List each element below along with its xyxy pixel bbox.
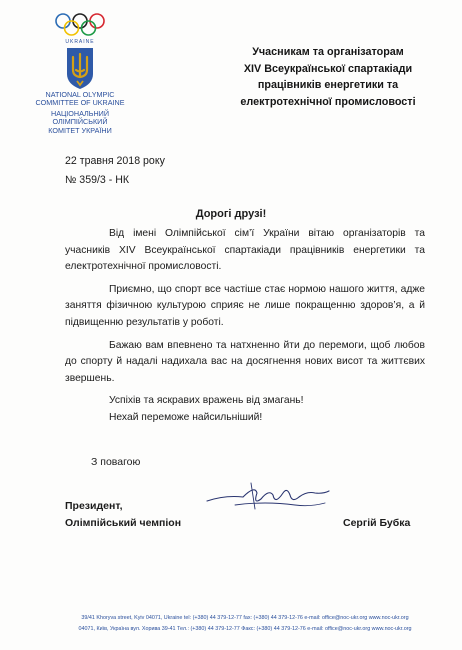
addressee-line: працівників енергетики та: [257, 79, 399, 92]
body-paragraph: Бажаю вам впевнено та натхненно йти до перемоги, щоб любов до спорту й надалі надихала вас на досягнення нових висот та життєвих звершень.: [65, 339, 425, 384]
addressee-line: Учасникам та організаторам: [252, 46, 404, 58]
salutation: Дорогі друзі!: [195, 208, 267, 220]
org-name-ukrainian: [30, 110, 130, 135]
country-word: UKRAINE: [65, 39, 95, 45]
addressee-block: [212, 44, 444, 110]
org-en-line1: NATIONAL OLYMPIC: [45, 90, 115, 99]
body-paragraph: Приємно, що спорт все частіше стає нормою нашого життя, адже заняття фізичною культурою сприяє не лише покращенню здоров’я, а й підвищенню результатів у роботі.: [65, 283, 425, 328]
body-paragraph: Нехай переможе найсильніший!: [109, 411, 263, 423]
addressee-line: XIV Всеукраїнської спартакіади: [243, 62, 413, 75]
org-name-english: [30, 91, 130, 108]
body-paragraph: Успіхів та яскравих вражень від змагань!: [109, 395, 304, 407]
addressee-line: електротехнічної промисловості: [240, 95, 416, 108]
signer-name: Сергій Бубка: [343, 517, 411, 529]
footer-contact-english: 39/41 Khoryva street, Kyiv 04071, Ukraine tel: (+380) 44 379-12-77 fax: (+380) 44 379-12-76 e-mail: office@noc-ukr.org www.noc-ukr.org: [81, 615, 409, 621]
signer-title: Президент,: [65, 500, 123, 512]
closing-phrase: З повагою: [91, 456, 141, 468]
org-en-line2: COMMITTEE OF UKRAINE: [35, 98, 125, 108]
org-ua-line2: КОМІТЕТ УКРАЇНИ: [48, 125, 112, 135]
footer-contact-ukrainian: 04071, Київ, Україна вул. Хорива 39-41 Тел.: (+380) 44 379-12-77 Факс: (+380) 44 379-12-76 e-mail: office@noc-ukr.org www.noc-ukr.org: [78, 626, 412, 632]
olympic-rings-icon: [53, 12, 107, 38]
document-number: № 359/3 - НК: [65, 174, 130, 186]
trident-emblem-icon: [64, 46, 96, 90]
handwritten-signature-icon: [195, 475, 335, 515]
letter-date: 22 травня 2018 року: [65, 155, 165, 167]
signer-distinction: Олімпійський чемпіон: [65, 517, 182, 529]
body-paragraph: Від імені Олімпійської сім’ї України вітаю організаторів та учасників XIV Всеукраїнської спартакіади працівників енергетики та електротехнічної промисловості.: [65, 228, 425, 273]
org-ua-line1: НАЦІОНАЛЬНИЙ ОЛІМПІЙСЬКИЙ: [51, 109, 109, 127]
letter-body: [65, 226, 425, 433]
